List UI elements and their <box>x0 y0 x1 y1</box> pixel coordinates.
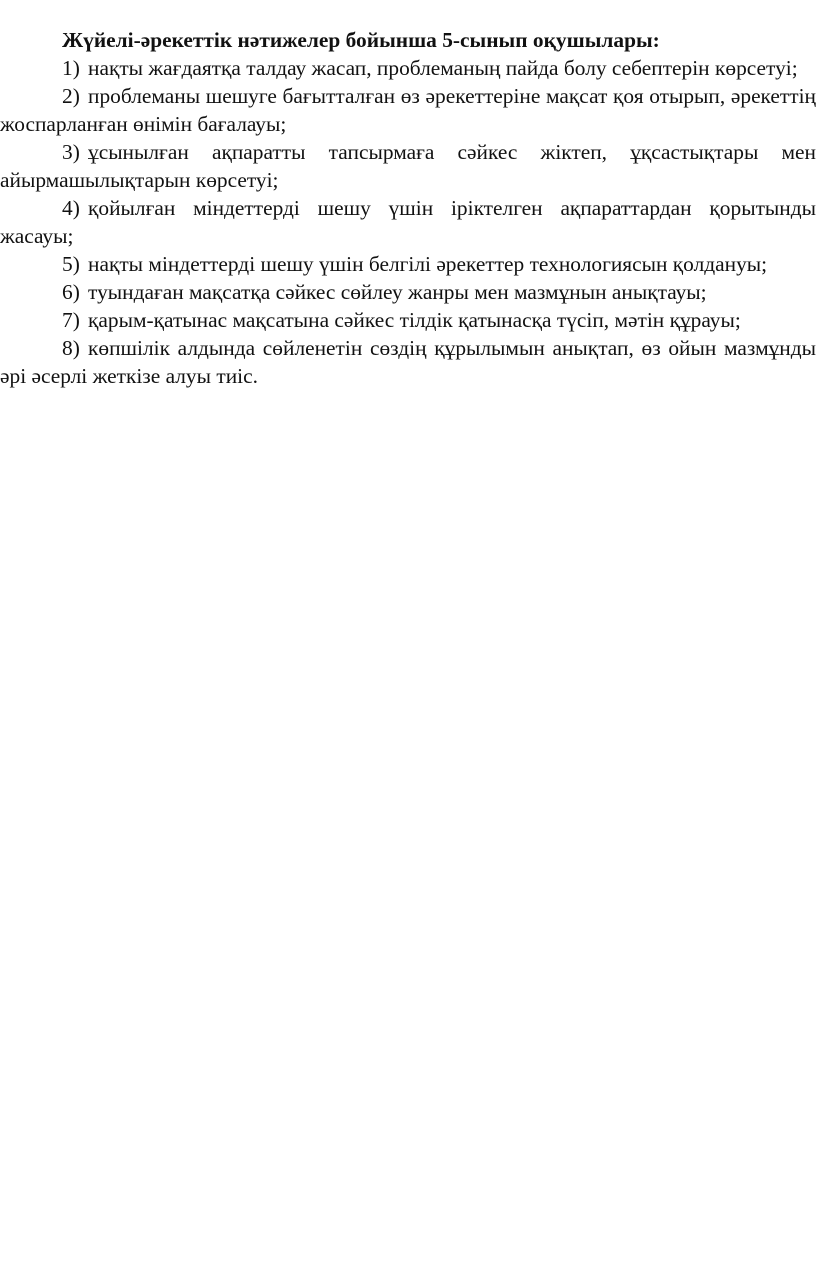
list-item <box>0 82 816 138</box>
item-number: 1) <box>62 56 80 80</box>
item-text: ұсынылған ақпаратты тапсырмаға сәйкес жіктеп, ұқсастықтары мен айырмашылықтарын көрсетуі; <box>0 140 816 192</box>
item-number: 5) <box>62 252 80 276</box>
list-item <box>0 306 816 334</box>
document-page <box>0 26 816 390</box>
item-number: 4) <box>62 196 80 220</box>
item-number: 2) <box>62 84 80 108</box>
list-item <box>0 54 816 82</box>
list-item <box>0 278 816 306</box>
item-text: нақты жағдаятқа талдау жасап, проблеманың пайда болу себептерін көрсетуі; <box>88 56 798 80</box>
item-text: туындаған мақсатқа сәйкес сөйлеу жанры мен мазмұнын анықтауы; <box>88 280 707 304</box>
item-number: 7) <box>62 308 80 332</box>
item-number: 3) <box>62 140 80 164</box>
item-text: проблеманы шешуге бағытталған өз әрекеттеріне мақсат қоя отырып, әрекеттің жоспарланған өнімін бағалауы; <box>0 84 816 136</box>
item-number: 8) <box>62 336 80 360</box>
item-text: нақты міндеттерді шешу үшін белгілі әрекеттер технологиясын қолдануы; <box>88 252 768 276</box>
item-text: көпшілік алдында сөйленетін сөздің құрылымын анықтап, өз ойын мазмұнды әрі әсерлі жеткізе алуы тиіс. <box>0 336 816 388</box>
item-number: 6) <box>62 280 80 304</box>
list-item <box>0 138 816 194</box>
list-item <box>0 334 816 390</box>
document-heading: Жүйелі-әрекеттік нәтижелер бойынша 5-сынып оқушылары: <box>62 28 660 52</box>
item-text: қойылған міндеттерді шешу үшін іріктелген ақпараттардан қорытынды жасауы; <box>0 196 816 248</box>
list-item <box>0 194 816 250</box>
item-text: қарым-қатынас мақсатына сәйкес тілдік қатынасқа түсіп, мәтін құрауы; <box>88 308 741 332</box>
list-item <box>0 250 816 278</box>
